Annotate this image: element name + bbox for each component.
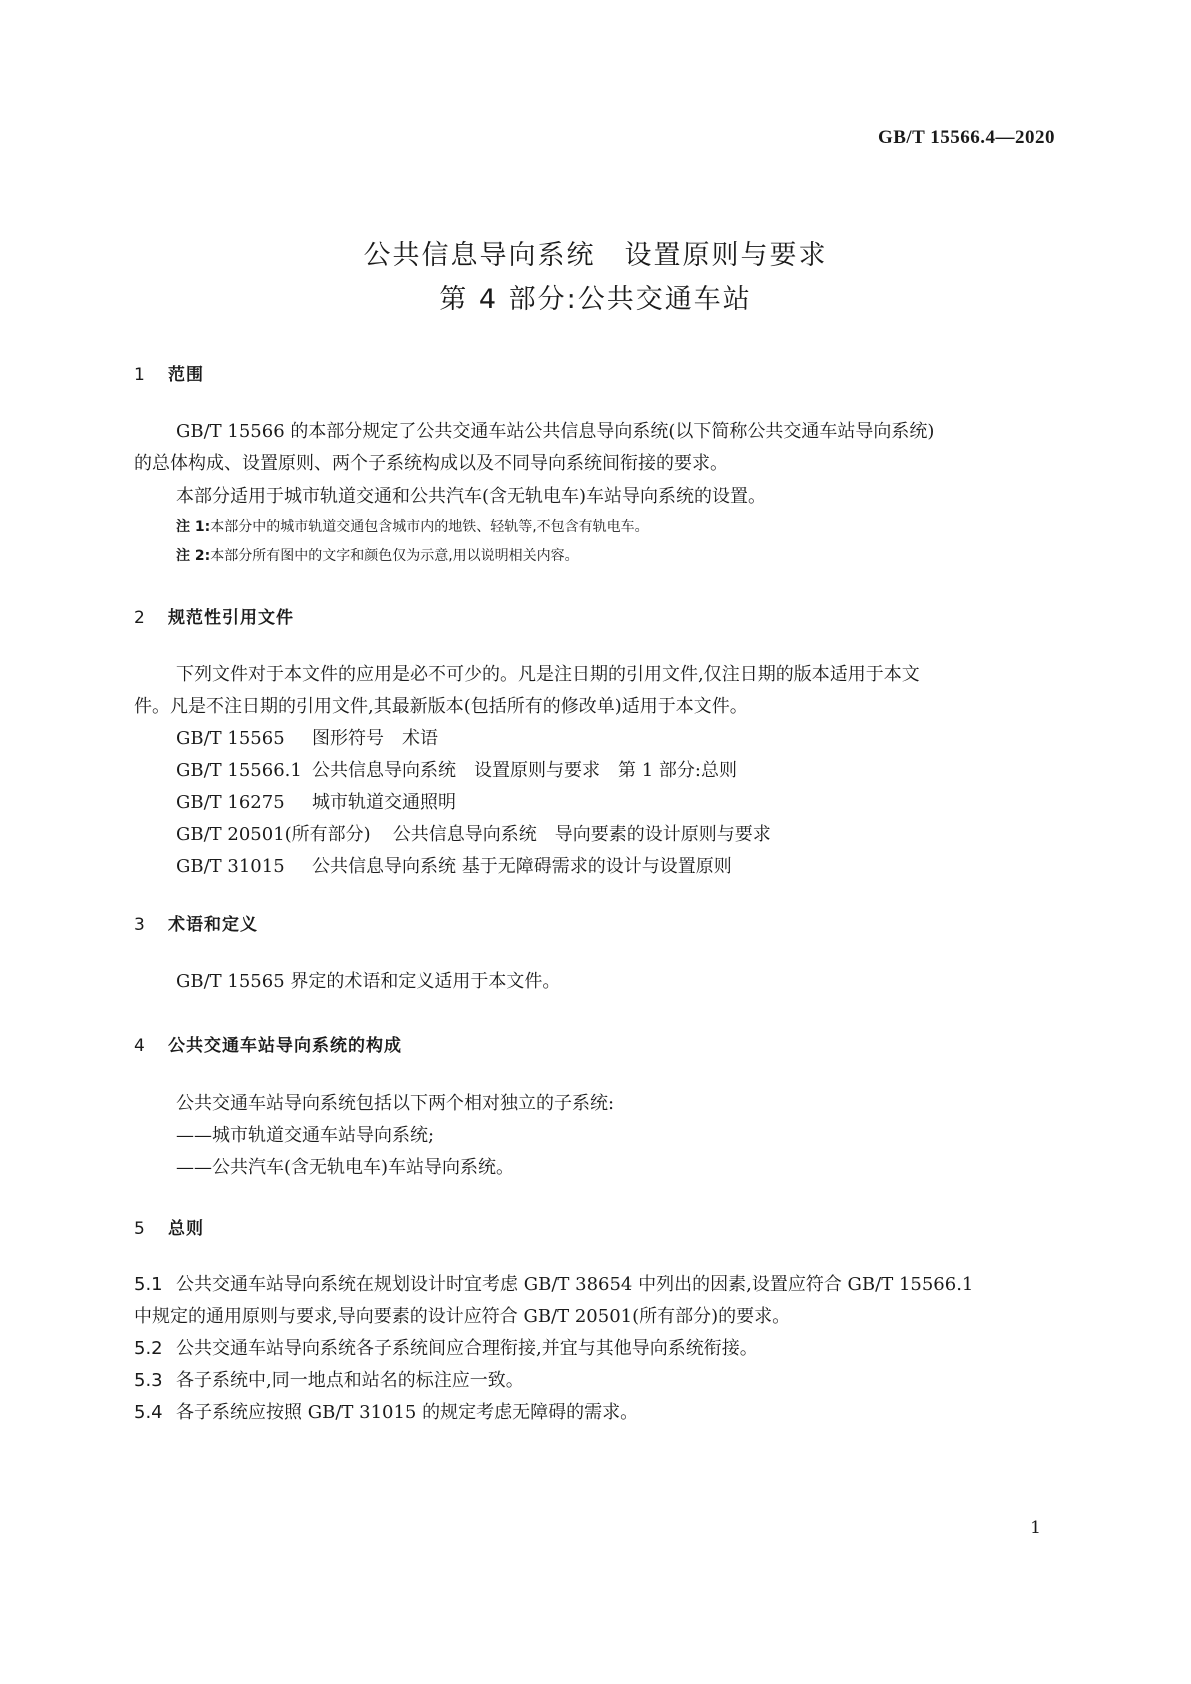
paragraph-line: 本部分适用于城市轨道交通和公共汽车(含无轨电车)车站导向系统的设置。 bbox=[176, 486, 767, 507]
reference-title: 公共信息导向系统 导向要素的设计原则与要求 bbox=[392, 824, 771, 845]
paragraph-line: 公共交通车站导向系统包括以下两个相对独立的子系统: bbox=[176, 1093, 615, 1114]
clause-number: 5.1 bbox=[134, 1274, 163, 1295]
clause-number: 5.2 bbox=[134, 1338, 163, 1359]
clause-text: 公共交通车站导向系统各子系统间应合理衔接,并宜与其他导向系统衔接。 bbox=[176, 1338, 758, 1359]
reference-title: 城市轨道交通照明 bbox=[312, 792, 456, 813]
clause-number: 5.4 bbox=[134, 1402, 163, 1423]
note-2 bbox=[176, 545, 579, 565]
section-number: 5 bbox=[134, 1219, 146, 1239]
note-1 bbox=[176, 516, 649, 536]
clause-5-2 bbox=[134, 1334, 758, 1360]
section-title: 总则 bbox=[168, 1219, 204, 1239]
reference-item bbox=[176, 724, 438, 750]
note-label: 注 2: bbox=[176, 548, 211, 564]
paragraph-line: GB/T 15566 的本部分规定了公共交通车站公共信息导向系统(以下简称公共交通车站导向系统) bbox=[176, 421, 935, 442]
list-item: ——城市轨道交通车站导向系统; bbox=[176, 1125, 435, 1146]
reference-item bbox=[176, 852, 732, 878]
document-title-line1: 公共信息导向系统 设置原则与要求 bbox=[363, 240, 828, 271]
page-number: 1 bbox=[1030, 1518, 1041, 1538]
note-label: 注 1: bbox=[176, 519, 211, 535]
section-title: 术语和定义 bbox=[168, 915, 258, 935]
reference-code: GB/T 20501(所有部分) bbox=[176, 824, 371, 845]
paragraph-line: 下列文件对于本文件的应用是必不可少的。凡是注日期的引用文件,仅注日期的版本适用于本文 bbox=[176, 664, 920, 685]
section-1-heading bbox=[134, 360, 204, 385]
list-item: ——公共汽车(含无轨电车)车站导向系统。 bbox=[176, 1157, 515, 1178]
section-2-heading bbox=[134, 603, 294, 628]
clause-5-4 bbox=[134, 1398, 638, 1424]
section-title: 范围 bbox=[168, 365, 204, 385]
reference-code: GB/T 15565 bbox=[176, 728, 285, 749]
reference-title: 公共信息导向系统 基于无障碍需求的设计与设置原则 bbox=[312, 856, 732, 877]
section-number: 3 bbox=[134, 915, 146, 935]
clause-continuation: 中规定的通用原则与要求,导向要素的设计应符合 GB/T 20501(所有部分)的要求。 bbox=[134, 1306, 791, 1327]
reference-item bbox=[176, 788, 456, 814]
reference-code: GB/T 15566.1 bbox=[176, 760, 302, 781]
section-4-heading bbox=[134, 1031, 402, 1056]
reference-title: 公共信息导向系统 设置原则与要求 第 1 部分:总则 bbox=[312, 760, 737, 781]
note-text: 本部分所有图中的文字和颜色仅为示意,用以说明相关内容。 bbox=[210, 548, 579, 564]
clause-text: 各子系统应按照 GB/T 31015 的规定考虑无障碍的需求。 bbox=[176, 1402, 639, 1423]
section-title: 公共交通车站导向系统的构成 bbox=[168, 1036, 402, 1056]
section-5-heading bbox=[134, 1214, 204, 1239]
section-number: 2 bbox=[134, 608, 146, 628]
standard-number: GB/T 15566.4—2020 bbox=[877, 127, 1055, 148]
document-title-line2: 第 4 部分:公共交通车站 bbox=[439, 284, 752, 315]
reference-code: GB/T 31015 bbox=[176, 856, 285, 877]
clause-5-1 bbox=[134, 1270, 973, 1296]
clause-5-3 bbox=[134, 1366, 524, 1392]
section-number: 4 bbox=[134, 1036, 146, 1056]
clause-text: 公共交通车站导向系统在规划设计时宜考虑 GB/T 38654 中列出的因素,设置应符合 GB/T 15566.1 bbox=[176, 1274, 974, 1295]
clause-text: 各子系统中,同一地点和站名的标注应一致。 bbox=[176, 1370, 524, 1391]
section-3-heading bbox=[134, 910, 258, 935]
paragraph-line: 的总体构成、设置原则、两个子系统构成以及不同导向系统间衔接的要求。 bbox=[134, 453, 728, 474]
clause-number: 5.3 bbox=[134, 1370, 163, 1391]
reference-code: GB/T 16275 bbox=[176, 792, 285, 813]
paragraph-line: GB/T 15565 界定的术语和定义适用于本文件。 bbox=[176, 971, 561, 992]
reference-item bbox=[176, 820, 771, 846]
reference-item bbox=[176, 756, 737, 782]
reference-title: 图形符号 术语 bbox=[312, 728, 438, 749]
paragraph-line: 件。凡是不注日期的引用文件,其最新版本(包括所有的修改单)适用于本文件。 bbox=[134, 696, 748, 717]
section-title: 规范性引用文件 bbox=[168, 608, 294, 628]
note-text: 本部分中的城市轨道交通包含城市内的地铁、轻轨等,不包含有轨电车。 bbox=[210, 519, 649, 535]
section-number: 1 bbox=[134, 365, 146, 385]
